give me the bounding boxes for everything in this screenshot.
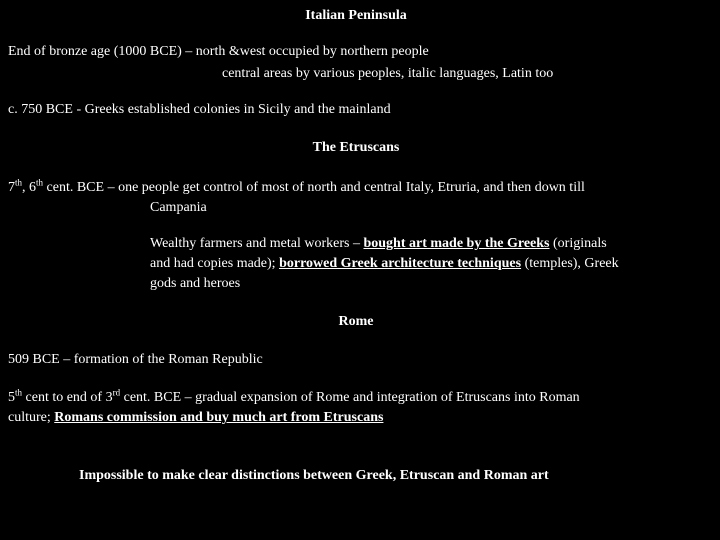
page-title: Italian Peninsula [305, 8, 407, 23]
period-sup-th-1: th [15, 177, 23, 188]
expansion-line-1 [8, 388, 580, 408]
wealthy-text-c: (originals [549, 236, 607, 251]
rome-heading: Rome [338, 314, 374, 329]
period-sup-th-2: th [36, 177, 44, 188]
wealthy-line2-c: (temples), Greek [521, 256, 619, 271]
wealthy-line-1 [150, 234, 607, 254]
wealthy-line2-a: and had copies made); [150, 256, 280, 271]
expansion-text: cent. BCE – gradual expansion of Rome and integration of Etruscans into Roman [120, 390, 580, 405]
conclusion-line: Impossible to make clear distinctions between Greek, Etruscan and Roman art [79, 468, 549, 483]
expansion-line2-a: culture; [8, 410, 55, 425]
greek-colonies-line: c. 750 BCE - Greeks established colonies in Sicily and the mainland [8, 102, 391, 117]
romans-commission-emphasis: Romans commission and buy much art from Etruscans [54, 410, 384, 425]
bronze-age-label: End of bronze age (1000 BCE) – [8, 44, 196, 59]
etruscans-heading: The Etruscans [312, 140, 400, 155]
bronze-age-central: central areas by various peoples, italic languages, Latin too [222, 66, 554, 81]
expansion-sup-th: th [15, 387, 23, 398]
republic-line: 509 BCE – formation of the Roman Republic [8, 352, 263, 367]
wealthy-text-a: Wealthy farmers and metal workers – [150, 236, 364, 251]
expansion-sup-rd: rd [112, 387, 121, 398]
period-num-7: 7 [8, 180, 15, 195]
bronze-age-north: north &west occupied by northern people [195, 44, 429, 59]
expansion-mid: cent to end of 3 [22, 390, 113, 405]
wealthy-line-3: gods and heroes [150, 276, 241, 291]
etruscans-period-cont: Campania [150, 200, 207, 215]
expansion-line-2 [8, 408, 383, 428]
borrowed-architecture-emphasis: borrowed Greek architecture techniques [279, 256, 522, 271]
expansion-num-5: 5 [8, 390, 15, 405]
wealthy-line-2 [150, 254, 619, 274]
period-num-6: , 6 [22, 180, 37, 195]
bronze-age-line [8, 42, 429, 62]
period-text: cent. BCE – one people get control of most of north and central Italy, Etruria, and then down till [43, 180, 585, 195]
etruscans-period-line [8, 178, 585, 198]
bought-greek-art-emphasis: bought art made by the Greeks [363, 236, 550, 251]
